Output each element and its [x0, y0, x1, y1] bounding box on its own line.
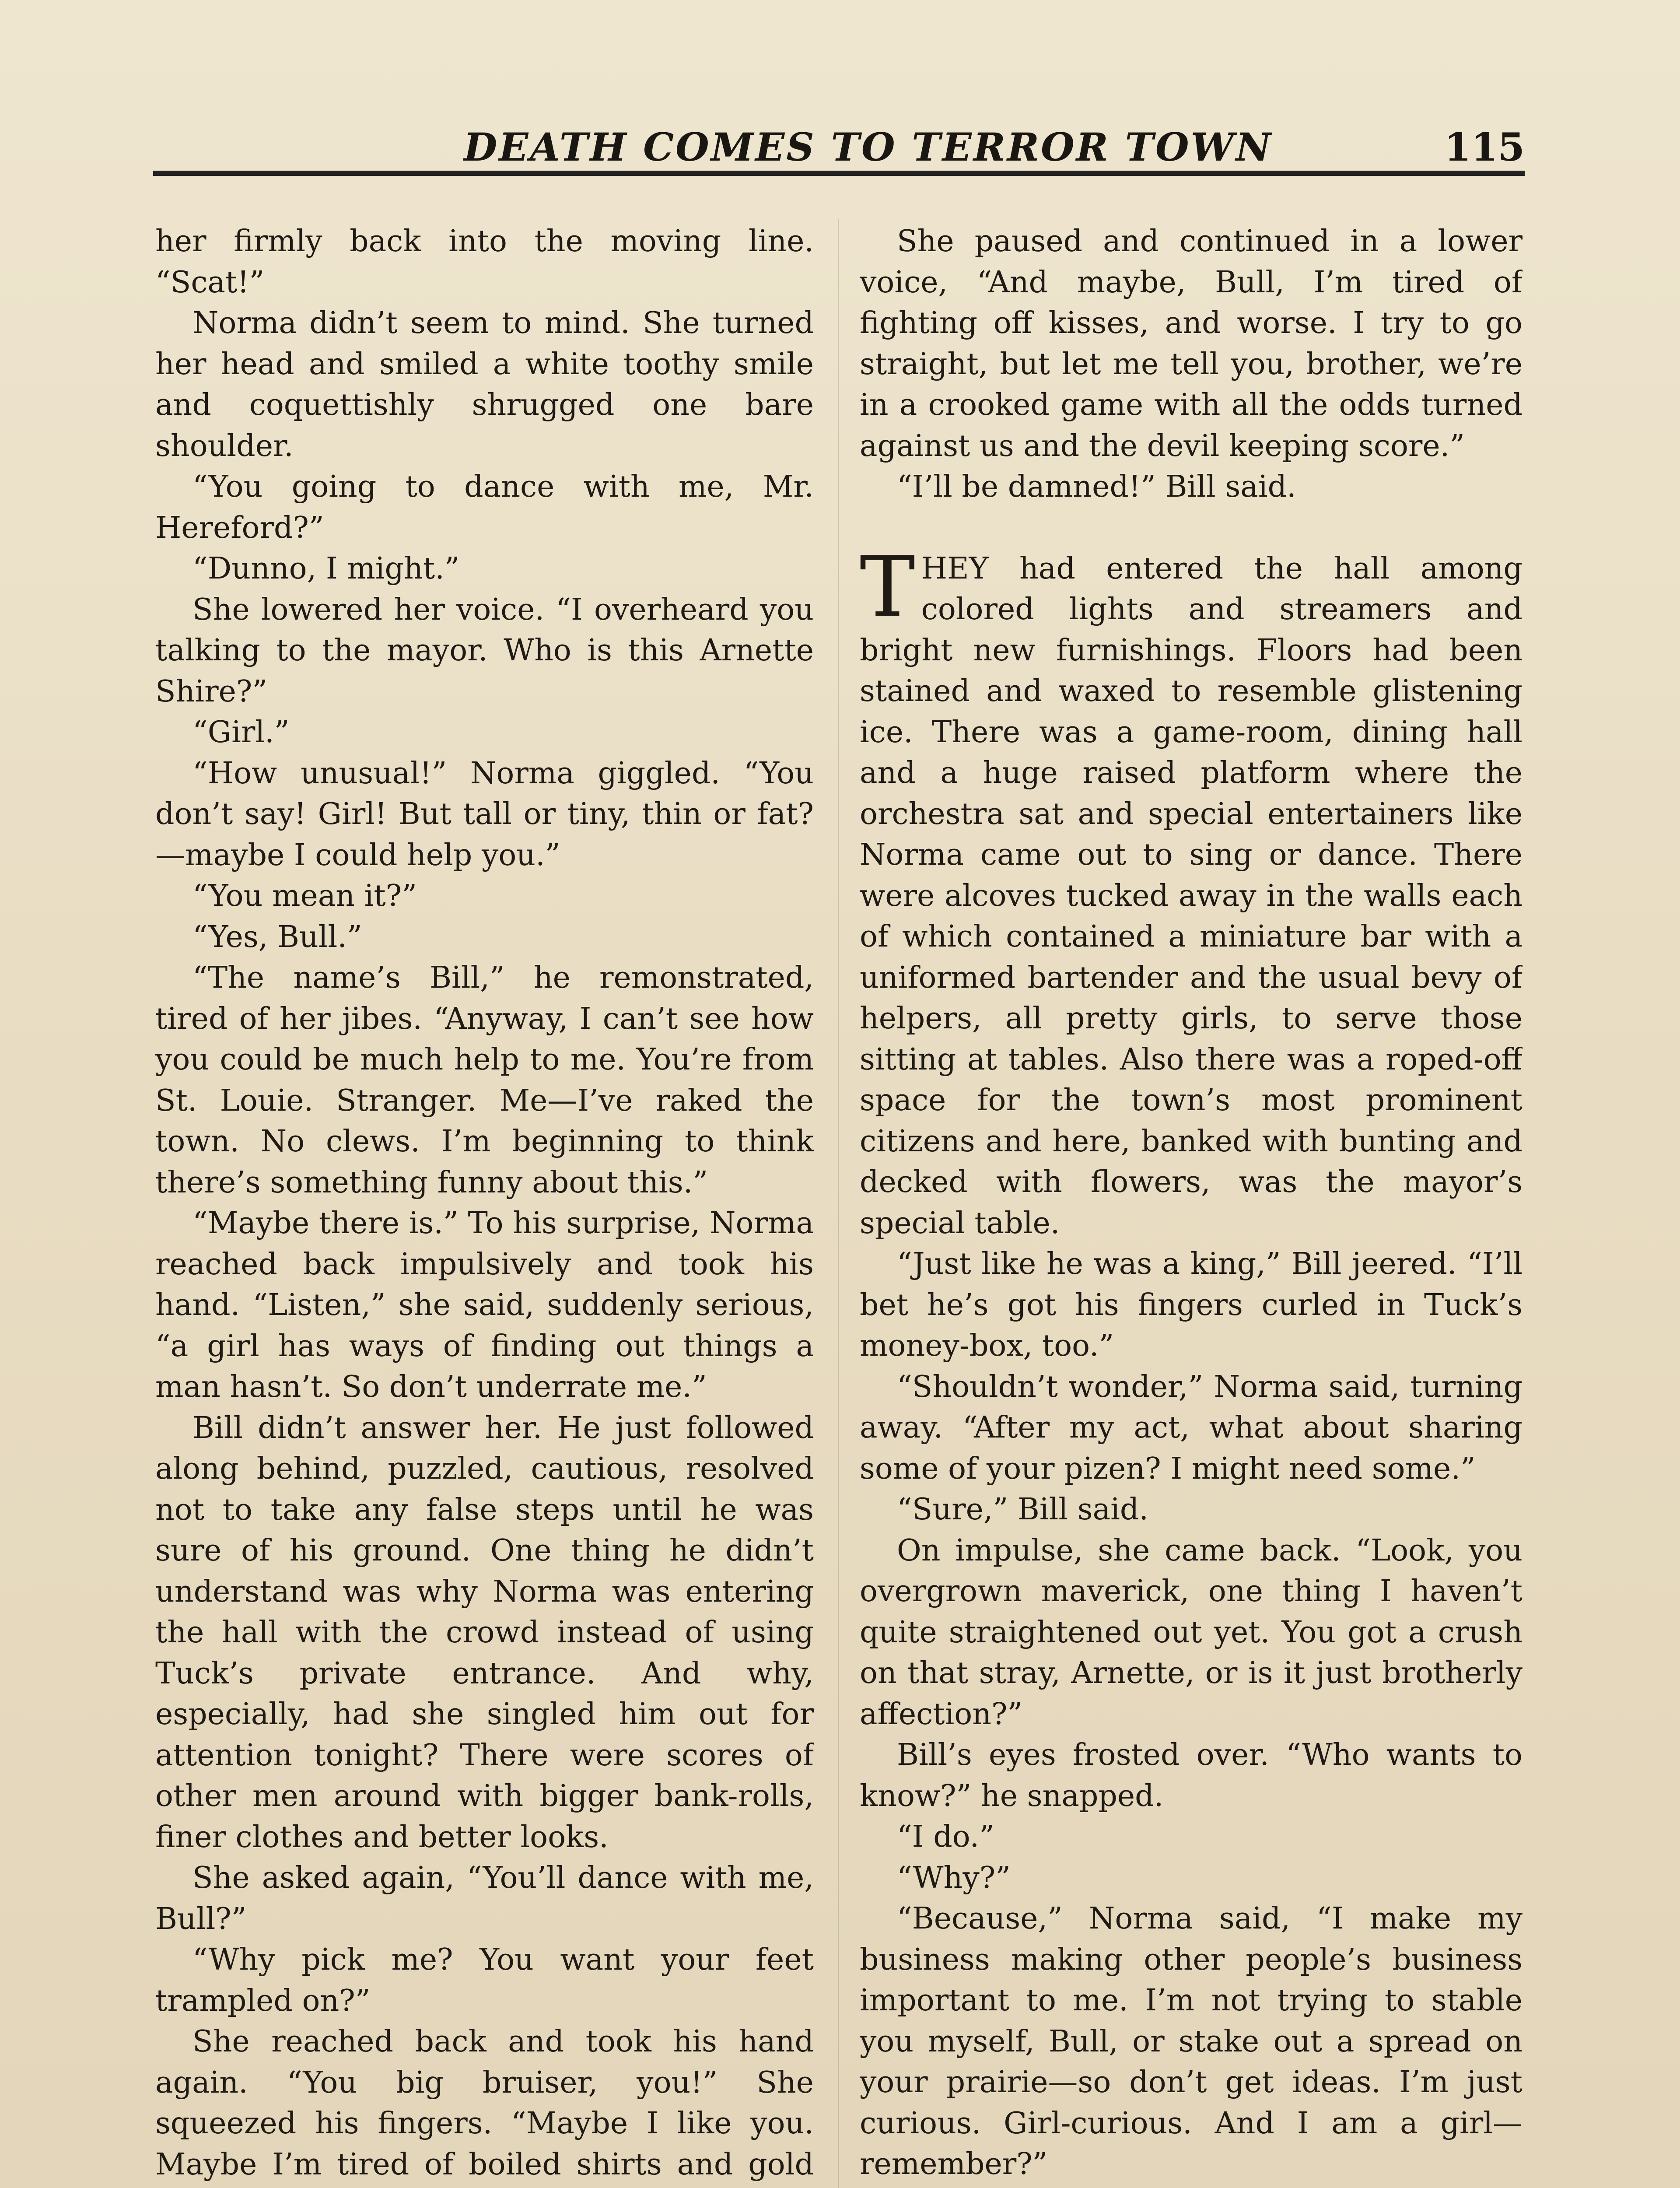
paragraph: She reached back and took his hand again. “You big bruiser, you!” She squeezed his fingers. “Maybe I like you. Maybe I’m tired of boiled shirts and gold: [155, 2024, 814, 2182]
paragraph: She lowered her voice. “I overheard you talking to the mayor. Who is this Arnette Shire?”: [155, 592, 814, 709]
paragraph: “I do.”: [897, 1820, 994, 1854]
paragraph: She asked again, “You’ll dance with me, Bull?”: [155, 1861, 814, 1936]
paragraph: “Just like he was a king,” Bill jeered. “I’ll bet he’s got his fingers curled in Tuck’s money-box, too.”: [860, 1247, 1522, 1363]
paragraph: “Maybe there is.” To his surprise, Norma reached back impulsively and took his hand. “Listen,” she said, suddenly serious, “a girl has ways of finding out things a man hasn’t. So don’t underrate me.”: [155, 1206, 814, 1404]
paragraph: [860, 2185, 1522, 2188]
drop-cap: T: [860, 538, 915, 635]
running-title: DEATH COMES TO TERROR TOWN: [464, 124, 1273, 170]
paragraph: her firmly back into the moving line. “Scat!”: [155, 224, 814, 300]
page-number: 115: [1444, 124, 1525, 170]
right-column: [860, 221, 1522, 2188]
paragraph: “You going to dance with me, Mr. Hereford?”: [155, 470, 814, 545]
paragraph: “Because,” Norma said, “I make my business making other people’s business important to me. I’m not trying to stable you myself, Bull, or stake out a spread on your prairie—so don’t get ideas. I’m just curious. Girl-curious. And I am a girl—remember?”: [860, 1901, 1522, 2181]
section-opening-text: HEY had entered the hall among colored lights and streamers and bright new furnishings. Floors had been stained and waxed to resemble glistening ice. There was a game-room, dining hall and a huge raised platform where the orchestra sat and special entertainers like Norma came out to sing or dance. There were alcoves tucked away in the walls each of which contained a miniature bar with a uniformed bartender and the usual bevy of helpers, all pretty girls, to serve those sitting at tables. Also there was a roped-off space for the town’s most prominent citizens and here, banked with bunting and decked with flowers, was the mayor’s special table.: [860, 551, 1522, 1241]
paragraph: “Yes, Bull.”: [192, 919, 362, 954]
paragraph: “I’ll be damned!” Bill said.: [897, 470, 1296, 504]
paragraph: Bill didn’t answer her. He just followed along behind, puzzled, cautious, resolved not to take any false steps until he was sure of his ground. One thing he didn’t understand was why Norma was entering the hall with the crowd instead of using Tuck’s private entrance. And why, especially, had she singled him out for attention tonight? There were scores of other men around with bigger bank-rolls, finer clothes and better looks.: [155, 1410, 814, 1855]
paragraph: On impulse, she came back. “Look, you overgrown maverick, one thing I haven’t quite straightened out yet. You got a crush on that stray, Arnette, or is it just brotherly affection?”: [860, 1533, 1522, 1732]
paragraph: “Why?”: [897, 1860, 1011, 1895]
paragraph: “Dunno, I might.”: [192, 551, 460, 586]
paragraph: “The name’s Bill,” he remonstrated, tired of her jibes. “Anyway, I can’t see how you could be much help to me. You’re from St. Louie. Stranger. Me—I’ve raked the town. No clews. I’m beginning to think there’s something funny about this.”: [155, 961, 814, 1200]
paragraph: “Girl.”: [192, 715, 290, 750]
paragraph: “You mean it?”: [192, 879, 417, 913]
paragraph: “Sure,” Bill said.: [897, 1492, 1149, 1527]
running-header: [153, 105, 1525, 176]
paragraph: Norma didn’t seem to mind. She turned her head and smiled a white toothy smile and coquettishly shrugged one bare shoulder.: [155, 306, 814, 463]
paragraph: She paused and continued in a lower voice, “And maybe, Bull, I’m tired of fighting off kisses, and worse. I try to go straight, but let me tell you, brother, we’re in a crooked game with all the odds turned against us and the devil keeping score.”: [860, 224, 1522, 463]
paragraph: “Shouldn’t wonder,” Norma said, turning away. “After my act, what about sharing some of your pizen? I might need some.”: [860, 1369, 1522, 1486]
paragraph: “How unusual!” Norma giggled. “You don’t say! Girl! But tall or tiny, thin or fat?—maybe I could help you.”: [155, 756, 814, 873]
section-opening-paragraph: [860, 538, 1522, 1244]
paragraph: “Why pick me? You want your feet trampled on?”: [155, 1943, 814, 2018]
paragraph: Bill’s eyes frosted over. “Who wants to know?” he snapped.: [860, 1738, 1522, 1813]
left-column: [155, 221, 814, 2188]
column-gutter: [838, 219, 839, 2188]
